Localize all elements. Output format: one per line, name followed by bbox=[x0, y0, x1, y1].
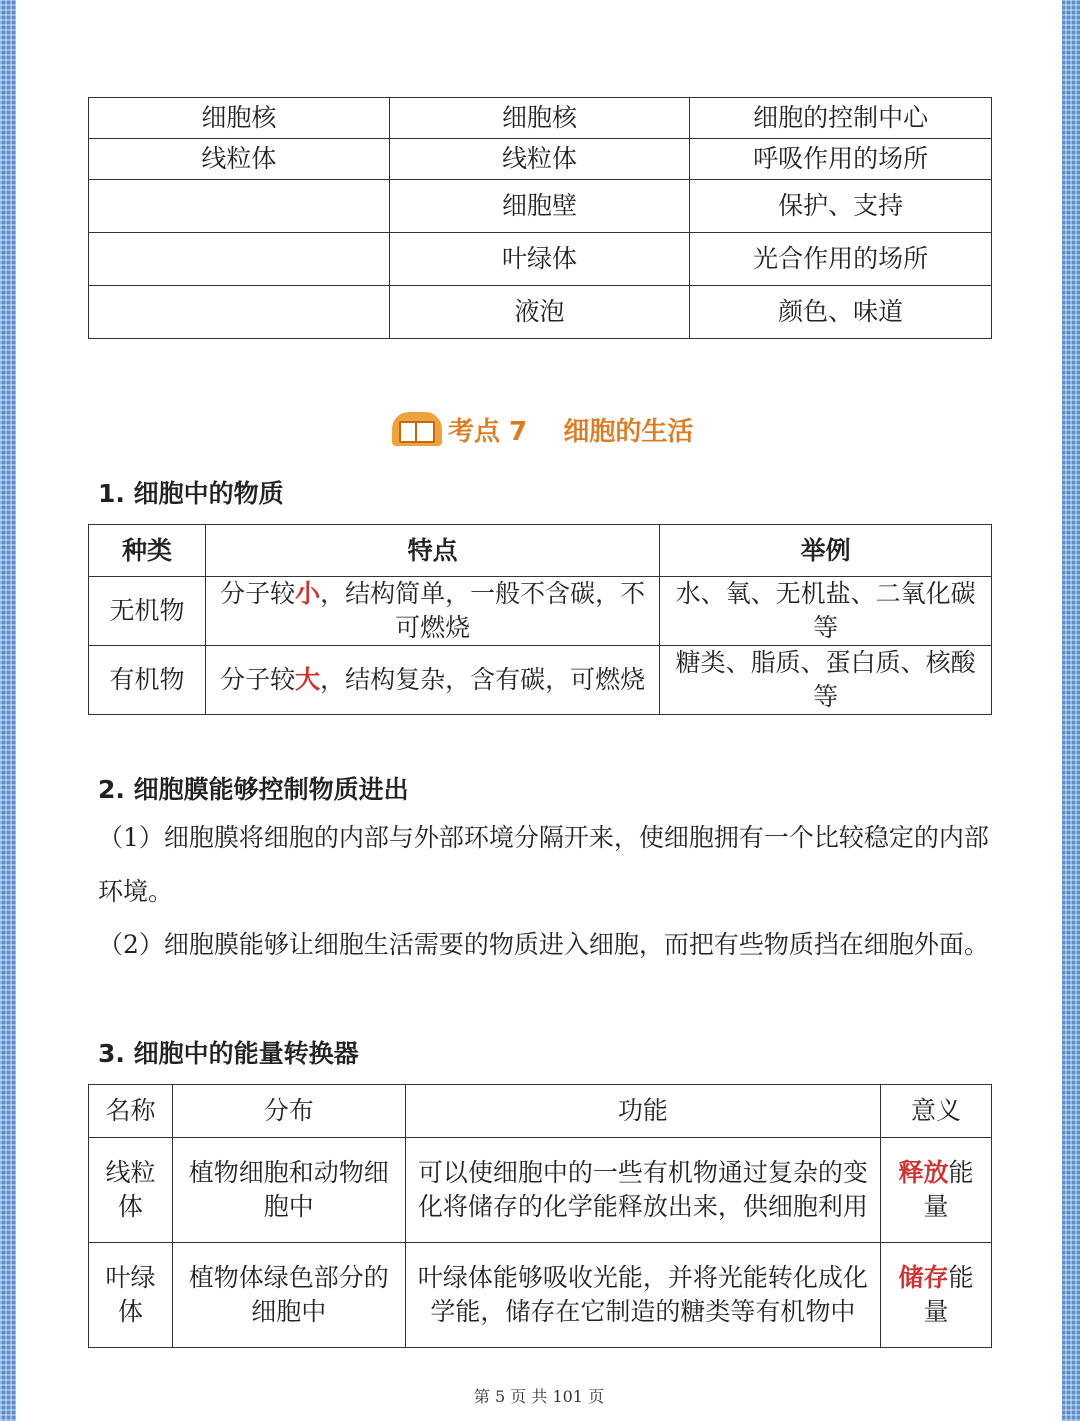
table-cell: 叶绿体能够吸收光能，并将光能转化成化学能，储存在它制造的糖类等有机物中 bbox=[405, 1243, 880, 1348]
highlight-text: 大 bbox=[295, 665, 321, 694]
cell-text: 能量 bbox=[923, 1263, 974, 1326]
book-icon bbox=[392, 412, 442, 446]
heading-energy: 3. 细胞中的能量转换器 bbox=[98, 1039, 359, 1068]
table-cell: 光合作用的场所 bbox=[690, 233, 992, 286]
table-row bbox=[89, 1243, 992, 1348]
cell-text: 分子较 bbox=[220, 579, 296, 608]
table-cell: 植物细胞和动物细胞中 bbox=[172, 1138, 405, 1243]
table-cell: 保护、支持 bbox=[690, 180, 992, 233]
highlight-text: 小 bbox=[295, 579, 321, 608]
table-row bbox=[89, 286, 992, 339]
table-row bbox=[89, 180, 992, 233]
highlight-text: 储存 bbox=[898, 1263, 949, 1292]
heading-membrane: 2. 细胞膜能够控制物质进出 bbox=[98, 775, 409, 804]
table-cell bbox=[89, 233, 390, 286]
table-cell: 细胞核 bbox=[89, 98, 390, 139]
column-header: 功能 bbox=[405, 1085, 880, 1138]
table-cell bbox=[89, 180, 390, 233]
highlight-text: 释放 bbox=[898, 1158, 949, 1187]
paragraph: （2）细胞膜能够让细胞生活需要的物质进入细胞，而把有些物质挡在细胞外面。 bbox=[98, 930, 989, 959]
table-cell: 无机物 bbox=[89, 577, 206, 646]
cell-text: 分子较 bbox=[220, 665, 296, 694]
table-cell: 颜色、味道 bbox=[690, 286, 992, 339]
column-header: 举例 bbox=[660, 525, 992, 577]
cell-text: ，结构复杂，含有碳，可燃烧 bbox=[320, 665, 646, 694]
heading-substances: 1. 细胞中的物质 bbox=[98, 479, 284, 508]
document-page bbox=[16, 0, 1062, 1421]
column-header: 特点 bbox=[205, 525, 659, 577]
table-row bbox=[89, 233, 992, 286]
cell-text: 能量 bbox=[923, 1158, 974, 1221]
table-row bbox=[89, 139, 992, 180]
table-cell: 植物体绿色部分的细胞中 bbox=[172, 1243, 405, 1348]
table-cell: 液泡 bbox=[389, 286, 690, 339]
column-header: 名称 bbox=[89, 1085, 173, 1138]
table-cell: 细胞壁 bbox=[389, 180, 690, 233]
table-cell: 叶绿体 bbox=[89, 1243, 173, 1348]
section-title bbox=[392, 407, 693, 451]
table-cell bbox=[205, 646, 659, 715]
table-header-row bbox=[89, 1085, 992, 1138]
table-cell: 水、氧、无机盐、二氧化碳等 bbox=[660, 577, 992, 646]
table-cell: 线粒体 bbox=[89, 1138, 173, 1243]
table-header-row bbox=[89, 525, 992, 577]
table-row bbox=[89, 646, 992, 715]
page-footer: 第 5 页 共 101 页 bbox=[473, 1387, 605, 1406]
section-title-text: 考点 7 细胞的生活 bbox=[448, 416, 694, 447]
table-cell: 细胞的控制中心 bbox=[690, 98, 992, 139]
organelle-table bbox=[88, 97, 992, 339]
table-cell: 可以使细胞中的一些有机物通过复杂的变化将储存的化学能释放出来，供细胞利用 bbox=[405, 1138, 880, 1243]
table-cell: 叶绿体 bbox=[389, 233, 690, 286]
energy-converter-table bbox=[88, 1084, 992, 1348]
table-cell: 有机物 bbox=[89, 646, 206, 715]
table-cell bbox=[205, 577, 659, 646]
paragraph: （1）细胞膜将细胞的内部与外部环境分隔开来，使细胞拥有一个比较稳定的内部环境。 bbox=[98, 823, 989, 906]
table-row bbox=[89, 1138, 992, 1243]
table-cell: 细胞核 bbox=[389, 98, 690, 139]
table-cell: 线粒体 bbox=[389, 139, 690, 180]
column-header: 意义 bbox=[881, 1085, 992, 1138]
table-cell: 呼吸作用的场所 bbox=[690, 139, 992, 180]
substances-table bbox=[88, 524, 992, 715]
table-cell bbox=[89, 286, 390, 339]
table-row bbox=[89, 577, 992, 646]
table-cell bbox=[881, 1243, 992, 1348]
table-row bbox=[89, 98, 992, 139]
column-header: 种类 bbox=[89, 525, 206, 577]
table-cell: 线粒体 bbox=[89, 139, 390, 180]
table-cell: 糖类、脂质、蛋白质、核酸等 bbox=[660, 646, 992, 715]
column-header: 分布 bbox=[172, 1085, 405, 1138]
table-cell bbox=[881, 1138, 992, 1243]
cell-text: ，结构简单，一般不含碳，不可燃烧 bbox=[320, 579, 646, 642]
